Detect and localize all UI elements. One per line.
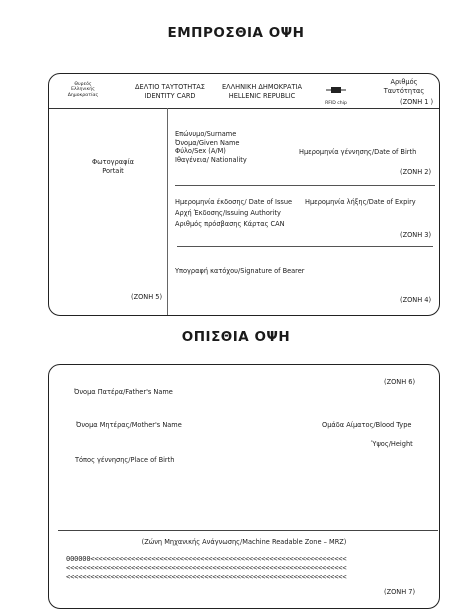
photo-divider <box>167 108 168 315</box>
personal-fields <box>175 130 247 164</box>
mrz-line-1: 000000<<<<<<<<<<<<<<<<<<<<<<<<<<<<<<<<<<<<<<<<<<<<<<<<<<<<<<<<<<<<<<< <box>66 555 347 563</box>
father-name-label: Όνομα Πατέρα/Father's Name <box>74 388 173 396</box>
place-of-birth-label: Τόπος γέννησης/Place of Birth <box>75 456 175 464</box>
id-number-line-1: Αριθμός <box>390 78 418 86</box>
zone-3-divider <box>177 246 433 247</box>
mrz-title: (Ζώνη Μηχανικής Ανάγνωσης/Machine Readable Zone – MRZ) <box>141 538 347 546</box>
zone-5-label: (ΖΟΝΗ 5) <box>131 293 163 301</box>
zone-6-label: (ΖΟΝΗ 6) <box>384 378 416 386</box>
emblem-line-1: Θυρεός <box>74 82 92 87</box>
emblem-line-3: Δημοκρατίας <box>67 92 99 98</box>
zone-3-label: (ΖΟΝΗ 3) <box>400 231 432 239</box>
signature-label: Υπογραφή κατόχου/Signature of Bearer <box>175 267 305 275</box>
back-heading: ΟΠΙΣΘΙΑ ΟΨΗ <box>181 329 291 345</box>
expiry-date-label: Ημερομηνία λήξης/Date of Expiry <box>305 198 416 206</box>
emblem <box>53 82 113 98</box>
photo-label-english: Portait <box>102 166 124 175</box>
zone-1-label: (ΖΟΝΗ 1 ) <box>400 98 434 106</box>
mrz-block <box>66 555 436 583</box>
front-heading: ΕΜΠΡΟΣΘΙΑ ΟΨΗ <box>167 25 305 41</box>
card-title-greek: ΔΕΛΤΙΟ ΤΑΥΤΟΤΗΤΑΣ <box>135 83 205 91</box>
height-label: Ύψος/Height <box>371 440 413 448</box>
zone-2-label: (ΖΟΝΗ 2) <box>400 168 432 176</box>
zone-7-label: (ΖΟΝΗ 7) <box>384 588 416 596</box>
mrz-line-2: <<<<<<<<<<<<<<<<<<<<<<<<<<<<<<<<<<<<<<<<<<<<<<<<<<<<<<<<<<<<<<<<<<<<< <box>66 564 347 573</box>
id-number-label <box>369 78 439 95</box>
emblem-line-2: Ελληνικής <box>71 87 95 93</box>
sex-label: Φύλο/Sex (A/M) <box>175 147 226 155</box>
id-number-line-2: Ταυτότητας <box>383 86 425 95</box>
birth-date-label: Ημερομηνία γέννησης/Date of Birth <box>299 148 417 156</box>
rfid-chip-icon <box>325 82 347 106</box>
photo-label-greek: Φωτογραφία <box>91 158 135 166</box>
issuing-authority-label: Αρχή Έκδοσης/Issuing Authority <box>175 209 281 217</box>
republic-label <box>207 83 317 100</box>
surname-label: Επώνυμο/Surname <box>175 130 237 138</box>
header-divider <box>49 108 439 109</box>
blood-type-label: Ομάδα Αίματος/Blood Type <box>322 421 412 429</box>
issue-date-label: Ημερομηνία έκδοσης/ Date of Issue <box>175 198 293 206</box>
zone-4-label: (ΖΟΝΗ 4) <box>400 296 432 304</box>
zone-2-divider <box>175 185 435 186</box>
photo-placeholder <box>67 158 159 175</box>
republic-greek: ΕΛΛΗΝΙΚΗ ΔΗΜΟΚΡΑΤΙΑ <box>221 83 303 91</box>
mrz-divider <box>58 530 438 531</box>
nationality-label: Ιθαγένεια/ Nationality <box>175 155 247 164</box>
front-card <box>48 73 440 316</box>
given-name-label: Όνομα/Given Name <box>175 138 240 147</box>
mother-name-label: Όνομα Μητέρας/Mother's Name <box>76 421 182 429</box>
mrz-line-3: <<<<<<<<<<<<<<<<<<<<<<<<<<<<<<<<<<<<<<<<<<<<<<<<<<<<<<<<<<<<<<<<<<<<< <box>66 573 347 582</box>
republic-english: HELLENIC REPUBLIC <box>228 91 296 100</box>
can-label: Αριθμός πρόσβασης Κάρτας CAN <box>175 220 285 228</box>
card-title-english: IDENTITY CARD <box>144 91 196 100</box>
rfid-label: RFID chip <box>325 101 347 106</box>
